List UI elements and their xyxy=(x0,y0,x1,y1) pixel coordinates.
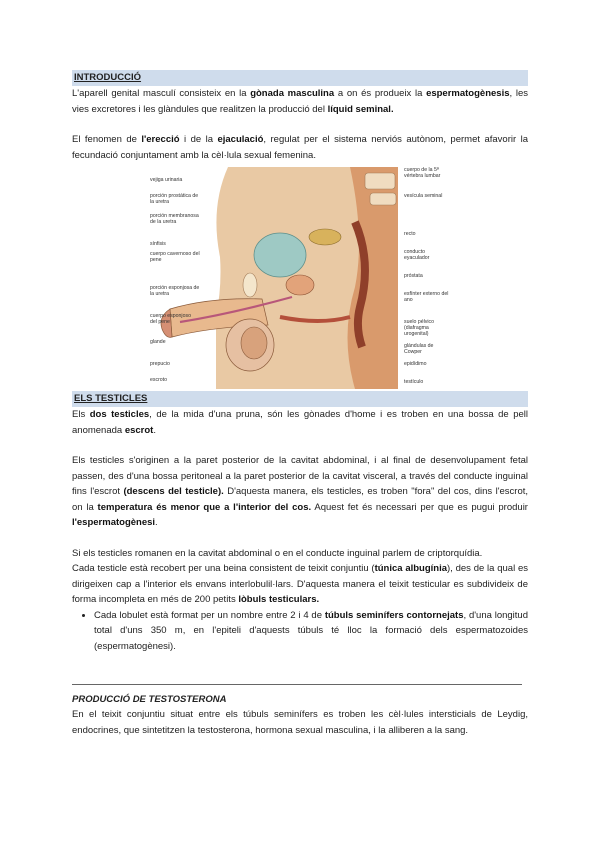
figure-label: cuerpo cavernoso del pene xyxy=(150,251,200,263)
section-divider xyxy=(72,684,522,685)
figure-label: porción esponjosa de la uretra xyxy=(150,285,200,297)
testosterone-paragraph-1: En el teixit conjuntiu situat entre els túbuls seminífers es troben les cèl·lules intersticials de Leydig, endocrines, que sintetitzen la testosterona, hormona sexual masculina, i la alliberen a la sang. xyxy=(72,709,528,736)
figure-label: glande xyxy=(150,339,166,345)
testicles-paragraph-3: Si els testicles romanen en la cavitat abdominal o en el conducte inguinal parlem de criptorquídia. xyxy=(72,547,483,559)
figure-label: vejiga urinaria xyxy=(150,177,183,183)
figure-label: glándulas de Cowper xyxy=(404,343,434,355)
figure-label: porción prostática de la uretra xyxy=(150,193,199,205)
figure-label: sínfisis xyxy=(150,241,166,247)
figure-label: cuerpo esponjoso del pene xyxy=(150,313,191,325)
figure-label: prepucio xyxy=(150,361,170,367)
figure-label: testículo xyxy=(404,379,424,385)
figure-label: porción membranosa de la uretra xyxy=(150,213,199,225)
intro-paragraph-2: El fenomen de l'erecció i de la ejaculació, regulat per el sistema nerviós autònom, permet afavorir la fecundació conjuntament amb la cèl·lula sexual femenina. xyxy=(72,134,528,161)
figure-label: próstata xyxy=(404,273,423,279)
testicles-paragraph-4: Cada testicle està recobert per una beina consistent de teixit conjuntiu (túnica albugínia), des de la qual es dirigeixen cap a l'interior els envans interlobulil·lars. D'aquesta manera el teixit testicular es subdivideix de forma incompleta en més de 200 petits lòbuls testiculars. xyxy=(72,563,528,605)
figure-label: cuerpo de la 5ª vértebra lumbar xyxy=(404,167,441,179)
figure-label: escroto xyxy=(150,377,168,383)
figure-label: epidídimo xyxy=(404,361,427,367)
list-item: • Cada lobulet està format per un nombre entre 2 i 4 de túbuls seminífers contornejats, d'una longitud total d'uns 350 m, en l'epiteli d'aquests túbuls té lloc la formació dels espermatozoides (espermatogènesi). xyxy=(94,608,528,655)
figure-label: conducto eyaculador xyxy=(404,249,430,261)
section-heading-introduccio: INTRODUCCIÓ xyxy=(72,70,528,86)
anatomy-figure xyxy=(72,167,528,389)
figure-label: esfínter externo del ano xyxy=(404,291,449,303)
lobule-list xyxy=(72,608,528,655)
testicles-paragraph-1: Els dos testicles, de la mida d'una pruna, són les gònades d'home i es troben en una bossa de pell anomenada escrot. xyxy=(72,409,528,436)
figure-label: vesícula seminal xyxy=(404,193,443,199)
testicles-paragraph-2: Els testicles s'originen a la paret posterior de la cavitat abdominal, i al final de desenvolupament fetal passen, des d'una bossa peritoneal a la paret posterior de la cavitat visceral, a través del conducte inguinal fins l'escrot (descens del testicle). D'aquesta manera, els testicles, es troben "fora" del cos, dins l'escrot, on la temperatura és menor que a l'interior del cos. Aquest fet és necessari per que es pugui produir l'espermatogènesi. xyxy=(72,455,529,528)
document-page xyxy=(72,70,528,738)
section-heading-testosterona: PRODUCCIÓ DE TESTOSTERONA xyxy=(72,694,227,705)
intro-paragraph-1: L'aparell genital masculí consisteix en la gònada masculina a on és produeix la espermatogènesis, les vies excretores i les glàndules que realitzen la producció del líquid seminal. xyxy=(72,88,528,115)
section-heading-testicles: ELS TESTICLES xyxy=(72,391,528,407)
figure-label: recto xyxy=(404,231,416,237)
figure-label: suelo pélvico (diafragma urogenital) xyxy=(404,319,434,337)
